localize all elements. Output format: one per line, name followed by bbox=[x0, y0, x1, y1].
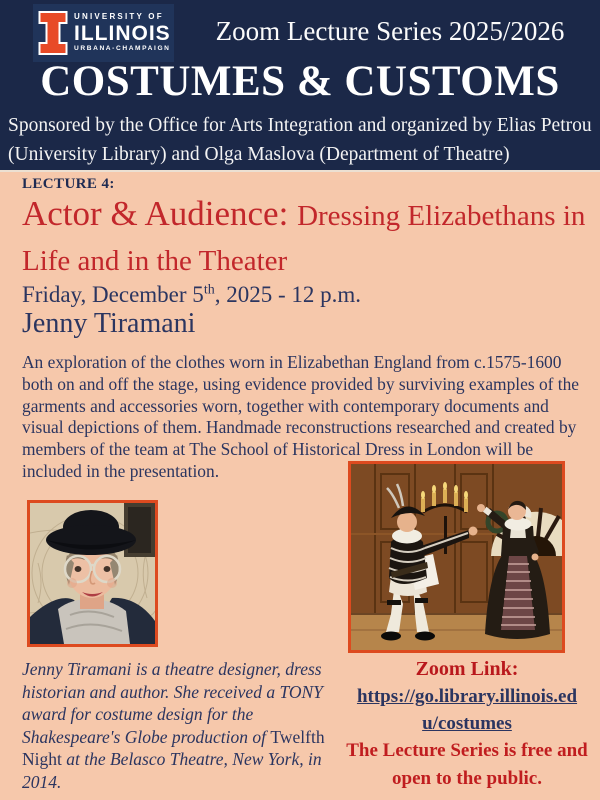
speaker-bio: Jenny Tiramani is a theatre designer, dress historian and author. She received a TONY award for costume design for the Shakespeare's Globe production of Twelfth Night at the Belasco Theatre, New York, in 2014. bbox=[22, 659, 325, 792]
university-logo-text bbox=[74, 13, 171, 53]
logo-line-urbana: URBANA-CHAMPAIGN bbox=[74, 45, 171, 53]
play-title: Twelfth Night bbox=[22, 726, 325, 769]
series-title: Zoom Lecture Series 2025/2026 bbox=[215, 16, 565, 46]
lecture-title bbox=[22, 194, 586, 286]
sponsor-text bbox=[8, 112, 594, 169]
illinois-block-i-icon bbox=[38, 10, 68, 56]
portrait-illustration bbox=[30, 503, 155, 644]
theater-scene-photo bbox=[348, 461, 565, 653]
header-banner bbox=[0, 0, 600, 170]
theater-scene-illustration bbox=[351, 464, 562, 650]
jenny-tiramani-portrait-photo bbox=[27, 500, 158, 647]
free-admission-note: The Lecture Series is free and open to the public. bbox=[346, 740, 588, 789]
zoom-link-section bbox=[342, 656, 592, 792]
lecture-description: An exploration of the clothes worn in Elizabethan England from c.1575-1600 both on and off the stage, using evidence provided by surviving examples of the garments and accessories worn, together with contemporary documents and visual depictions of them. Handmade reconstructions researched and created by members of the team at The School of Historical Dress in London will be included in the presentation. bbox=[22, 352, 580, 481]
zoom-link-label: Zoom Link: bbox=[415, 658, 519, 680]
lecture-title-main: Actor & Audience: bbox=[22, 194, 298, 233]
zoom-link-url[interactable]: https://go.library.illinois.edu/costumes bbox=[356, 686, 578, 734]
logo-line-university-of: UNIVERSITY OF bbox=[74, 12, 164, 22]
date-ordinal-suffix: th bbox=[203, 282, 215, 298]
university-logo bbox=[33, 4, 174, 62]
lecture-date: Friday, December 5th, 2025 - 12 p.m. bbox=[22, 282, 362, 307]
poster-main-title: COSTUMES & CUSTOMS bbox=[40, 58, 560, 105]
sponsor-line-1: Sponsored by the Office for Arts Integration and organized by Elias Petrou bbox=[8, 115, 592, 136]
header-divider bbox=[0, 170, 600, 172]
sponsor-line-2: (University Library) and Olga Maslova (Department of Theatre) bbox=[8, 143, 510, 165]
speaker-name: Jenny Tiramani bbox=[22, 308, 196, 339]
lecture-number-label: LECTURE 4: bbox=[22, 176, 115, 192]
lecture-title-subtitle: Dressing Elizabethans in Life and in the Theater bbox=[22, 200, 586, 277]
logo-line-illinois: ILLINOIS bbox=[74, 22, 171, 46]
